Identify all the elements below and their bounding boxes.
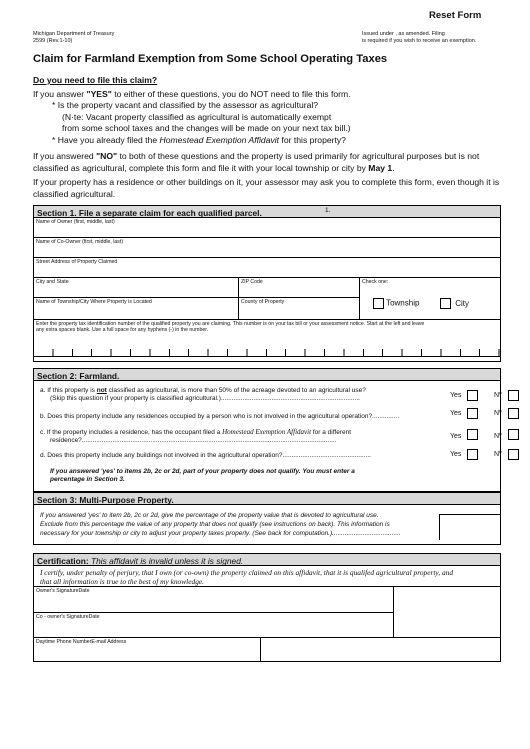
section-1-header: Section 1. File a separate claim for each qualified parcel. 1.: [34, 206, 500, 218]
coowner-signature-field[interactable]: Co - owner's SignatureDate: [34, 613, 394, 638]
q2a-yes-checkbox[interactable]: [467, 390, 478, 401]
q2d-yes: Yes: [450, 451, 462, 458]
section-3: [33, 492, 501, 545]
question-2c-cont: residence?.............................................................................................................................................: [50, 437, 337, 444]
parcel-number-field[interactable]: Enter the property tax identification number of the qualified property you are claiming. This number is on your tax bill or your assessment notice. Start at the left and leave any extra spaces blank. Use a full space for any hyphens (-) in the number.: [34, 320, 501, 361]
section-3-text-1: If you answered 'yes' to item 2b, 2c or 2d, give the percentage of the property value that is devoted to agricultural use.: [40, 512, 379, 519]
q2c-yes-checkbox[interactable]: [467, 429, 478, 440]
street-address-field[interactable]: Street Address of Property Claimed: [34, 258, 501, 278]
owner-name-field[interactable]: Name of Owner (first, middle, last): [34, 218, 501, 238]
q2c-yes: Yes: [450, 433, 462, 440]
county-field[interactable]: County of Property: [239, 298, 360, 320]
question-2b: b. Does this property include any residences occupied by a person who is not involved in the agricultural operation?...............: [40, 413, 400, 420]
township-checkbox[interactable]: [373, 298, 384, 309]
section-3-text-3: necessary for your township or city to adjust your property taxes properly. (See back for computation.)......................................: [40, 530, 401, 537]
page-title: Claim for Farmland Exemption from Some School Operating Taxes: [33, 53, 388, 65]
section-1: [33, 205, 501, 362]
authority-line-1: Issued under , as amended. Filing: [362, 31, 445, 37]
intro-paragraph-2: If you answered "NO" to both of these questions and the property is used primarily for agricultural purposes but is not classified as agricultural, complete this form and file it with your local township or city by May 1.: [33, 151, 480, 173]
section-3-text-2: Exclude from this percentage the value of any property that does not qualify (see instructions on back). This information is: [40, 521, 390, 528]
q2a-no: Nº: [494, 392, 502, 399]
q2a-yes: Yes: [450, 392, 462, 399]
section-3-header: Section 3: Multi-Purpose Property.: [34, 493, 500, 505]
percentage-field[interactable]: [439, 514, 500, 540]
intro-note-1: (N·te: Vacant property classified as agricultural is automatically exempt: [62, 111, 332, 122]
intro-line-1: If you answer "YES" to either of these questions, you do NOT need to file this form.: [33, 89, 351, 99]
coowner-name-field[interactable]: Name of Co-Owner (first, middle, last): [34, 238, 501, 258]
township-label: Township: [386, 298, 420, 308]
question-heading: Do you need to file this claim?: [33, 75, 158, 85]
check-one-field: Check one: Township City: [360, 278, 501, 320]
form-number: 2599 (Rev.1-10): [33, 38, 73, 44]
q2b-yes-checkbox[interactable]: [467, 408, 478, 419]
q2b-no-checkbox[interactable]: [508, 408, 519, 419]
township-city-name-field[interactable]: Name of Township/City Where Property is Located: [34, 298, 239, 320]
owner-signature-field[interactable]: Owner's SignatureDate: [34, 586, 394, 613]
q2d-yes-checkbox[interactable]: [467, 449, 478, 460]
question-2c: c. If the property includes a residence, has the occupant filed a Homestead Exemption Affidavit for a different: [40, 428, 352, 436]
q2c-no: Nº: [494, 433, 502, 440]
phone-field[interactable]: Daytime Phone NumberE-mail Address: [34, 638, 261, 662]
email-field[interactable]: [261, 638, 501, 662]
section-2-note: If you answered 'yes' to items 2b, 2c or 2d, part of your property does not qualify. You must enter a percentage in Section 3.: [50, 468, 355, 483]
intro-question-affidavit: * Have you already filed the Homestead Exemption Affidavit for this property?: [52, 134, 346, 145]
city-checkbox[interactable]: [440, 298, 451, 309]
intro-paragraph-3: If your property has a residence or other buildings on it, your assessor may ask you to complete this form, even though it is classified agricultural.: [33, 177, 500, 199]
intro-note-2: from some school taxes and the changes will be made on your next tax bill.): [62, 123, 351, 133]
question-2d: d. Does this property include any buildings not involved in the agricultural operation?.................................................: [40, 452, 371, 459]
question-2a-skip: (Skip this question if your property is classified agricultural.).............................................................................: [50, 395, 360, 402]
certification-statement: I certify, under penalty of perjury, that I own (or co-own) the property claimed on this affidavit, that it is qualifed agricultural property, and that all information is true to the best of my knowledge.: [40, 568, 454, 586]
intro-question-vacant: * Is the property vacant and classified by the assessor as agricultural?: [52, 100, 319, 110]
section-2-header: Section 2: Farmland.: [34, 369, 500, 381]
q2d-no-checkbox[interactable]: [508, 449, 519, 460]
authority-line-2: is required if you wish to receive an exemption.: [362, 38, 477, 44]
city-state-field[interactable]: City and State: [34, 278, 239, 298]
q2b-yes: Yes: [450, 410, 462, 417]
q2d-no: Nº: [494, 451, 502, 458]
city-label: City: [455, 298, 470, 308]
parcel-digit-boxes[interactable]: [34, 347, 500, 357]
q2a-no-checkbox[interactable]: [508, 390, 519, 401]
agency-name: Michigan Department of Treasury: [33, 31, 115, 37]
q2b-no: Nº: [494, 410, 502, 417]
reset-form-button[interactable]: Reset Form: [429, 10, 482, 21]
certification-section: [33, 553, 501, 662]
question-2a: a. If this property is not classified as agricultural, is more than 50% of the acreage devoted to an agricultural use?: [40, 387, 366, 394]
date-fields[interactable]: [394, 586, 501, 638]
section-2: [33, 368, 501, 492]
q2c-no-checkbox[interactable]: [508, 429, 519, 440]
certification-header: Certification: This affidavit is invalid unless it is signed.: [34, 554, 500, 566]
zip-code-field[interactable]: ZIP Code: [239, 278, 360, 298]
